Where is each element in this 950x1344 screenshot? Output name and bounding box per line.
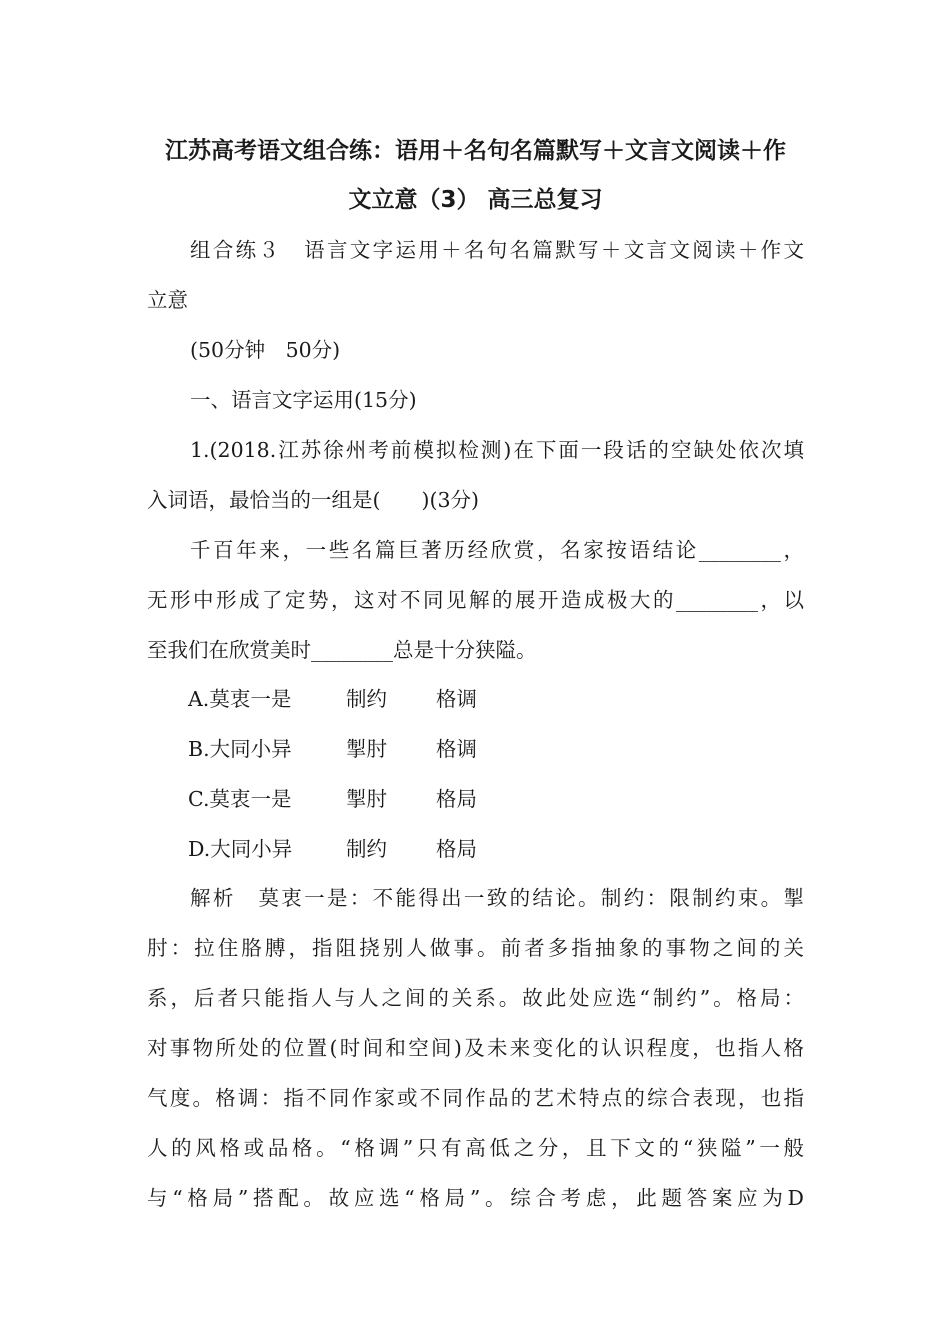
analysis-line-5: 气度。格调：指不同作家或不同作品的艺术特点的综合表现，也指: [147, 1086, 804, 1110]
section-heading-line-2: 立意: [147, 288, 188, 312]
analysis-line-3: 系，后者只能指人与人之间的关系。故此处应选“制约”。格局：: [147, 986, 804, 1010]
option-word-3: 格调: [436, 737, 477, 761]
analysis-line-1: 解析 莫衷一是：不能得出一致的结论。制约：限制约束。掣: [190, 886, 804, 910]
option-word-2: 制约: [346, 687, 387, 711]
option-label: A.莫衷一是: [188, 687, 292, 711]
option-word-3: 格局: [436, 787, 477, 811]
passage-line-2: 无形中形成了定势，这对不同见解的展开造成极大的________，以: [147, 588, 804, 612]
question-1-line-2: 入词语，最恰当的一组是( )(3分): [147, 488, 480, 512]
analysis-line-7: 与“格局”搭配。故应选“格局”。综合考虑，此题答案应为D: [147, 1186, 804, 1210]
part-one-heading: 一、语言文字运用(15分): [190, 388, 417, 412]
option-word-2: 掣肘: [346, 737, 387, 761]
time-score: (50分钟 50分): [190, 338, 341, 362]
option-word-2: 掣肘: [346, 787, 387, 811]
document-title-line-1: 江苏高考语文组合练：语用＋名句名篇默写＋文言文阅读＋作: [165, 138, 786, 164]
passage-line-3: 至我们在欣赏美时________总是十分狭隘。: [147, 638, 537, 662]
section-heading-line-1: 组合练３ 语言文字运用＋名句名篇默写＋文言文阅读＋作文: [190, 238, 804, 262]
option-label: B.大同小异: [188, 737, 292, 761]
option-word-2: 制约: [346, 837, 387, 861]
question-1-line-1: 1.(2018.江苏徐州考前模拟检测)在下面一段话的空缺处依次填: [190, 438, 804, 462]
option-word-3: 格局: [436, 837, 477, 861]
analysis-line-4: 对事物所处的位置(时间和空间)及未来变化的认识程度，也指人格: [147, 1036, 804, 1060]
option-label: C.莫衷一是: [188, 787, 292, 811]
analysis-line-6: 人的风格或品格。“格调”只有高低之分，且下文的“狭隘”一般: [147, 1136, 804, 1160]
document-title-line-2: 文立意（3） 高三总复习: [348, 187, 603, 213]
passage-line-1: 千百年来，一些名篇巨著历经欣赏，名家按语结论________，: [190, 538, 804, 562]
option-label: D.大同小异: [188, 837, 293, 861]
analysis-line-2: 肘：拉住胳膊，指阻挠别人做事。前者多指抽象的事物之间的关: [147, 936, 804, 960]
option-word-3: 格调: [436, 687, 477, 711]
